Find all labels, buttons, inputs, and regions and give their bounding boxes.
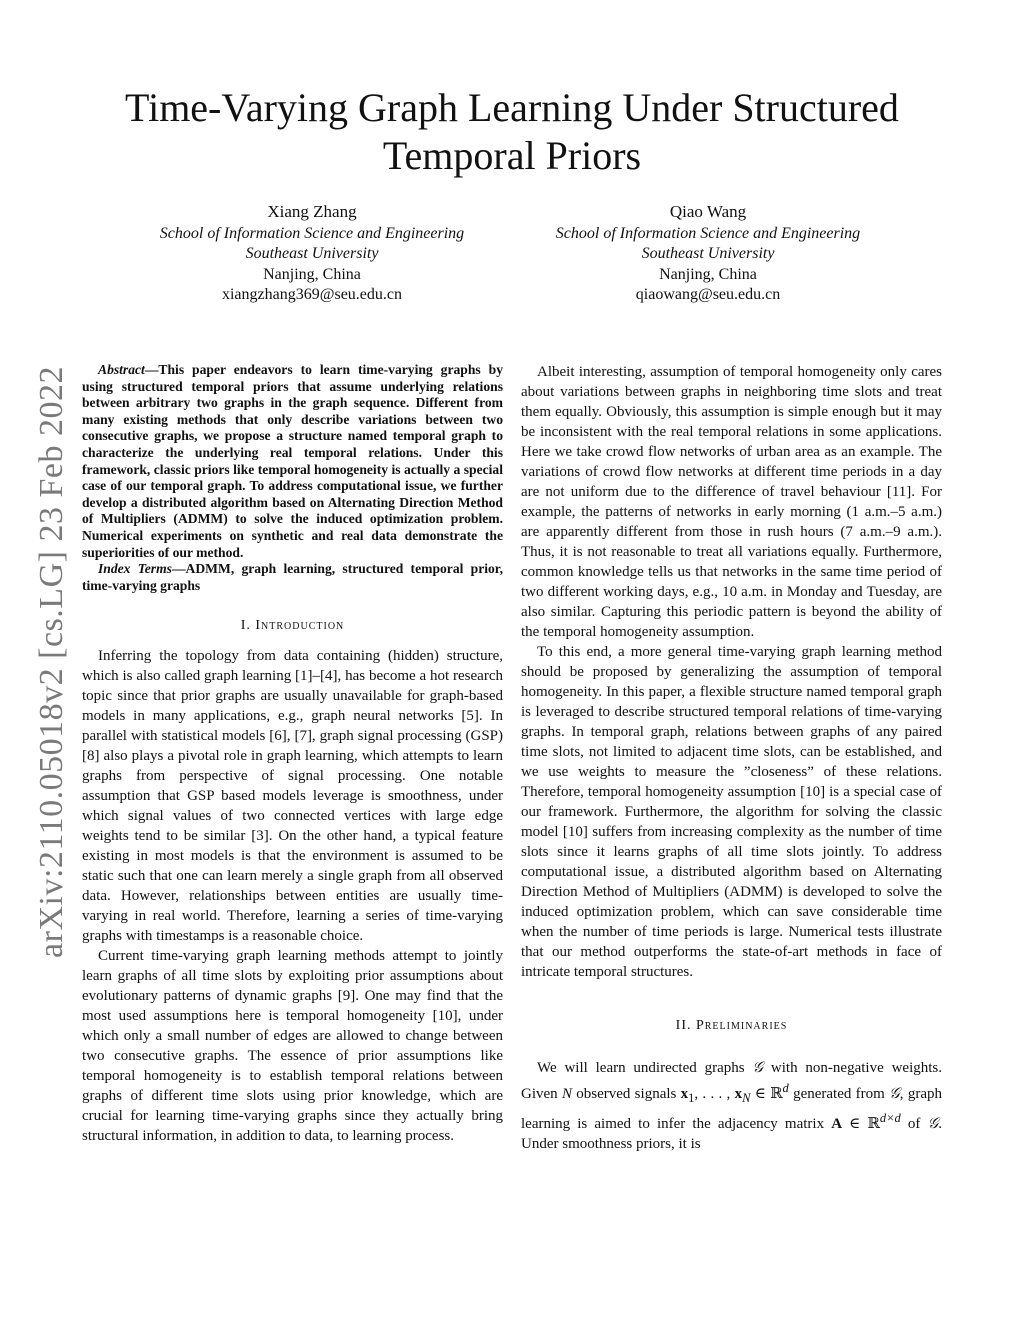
math-symbol: A [831, 1116, 843, 1132]
prelim-text: We will learn undirected graphs [537, 1060, 753, 1076]
prelim-text: of [900, 1116, 928, 1132]
left-column [82, 362, 503, 1146]
index-terms [82, 561, 503, 594]
author-location: Nanjing, China [659, 265, 757, 283]
author-location: Nanjing, China [263, 265, 361, 283]
prelim-paragraph-1 [521, 1058, 942, 1154]
intro-paragraph-4: To this end, a more general time-varying graph learning method should be proposed by generalizing the assumption of temporal homogeneity. In this paper, a flexible structure named temporal graph is leveraged to describe structured temporal relations of time-varying graphs. In temporal graph, relations between graphs of any paired time slots, not limited to adjacent time slots, can be established, and we use weights to measure the ”closeness” of these relations. Therefore, temporal homogeneity assumption [10] is a special case of our framework. Furthermore, the algorithm for solving the classic model [10] suffers from increasing complexity as the number of time slots since it learns graphs of all time slots jointly. To address computational issue, a distributed algorithm based on Alternating Direction Method of Multipliers (ADMM) is developed to solve the induced optimization problem, which can save considerable time when the number of time periods is large. Numerical tests illustrate that our method outperforms the state-of-art methods in face of intricate temporal structures. [521, 644, 942, 980]
prelim-text: observed signals [571, 1086, 681, 1102]
author-block-1 [112, 202, 512, 306]
math-symbol: 𝒢 [927, 1116, 939, 1132]
abstract-text: —This paper endeavors to learn time-varying graphs by using structured temporal priors that assume underlying relations between arbitrary two graphs in the graph sequence. Different from many existing methods that only describe variations between two consecutive graphs, we propose a structure named temporal graph to characterize the underlying real temporal relations. Under this framework, classic priors like temporal homogeneity is actually a special case of our temporal graph. To address computational issue, we further develop a distributed algorithm based on Alternating Direction Method of Multipliers (ADMM) to solve the induced optimization problem. Numerical experiments on synthetic and real data demonstrate the superiorities of our method. [82, 362, 503, 560]
intro-paragraph-3: Albeit interesting, assumption of temporal homogeneity only cares about variations between graphs in neighboring time slots and treat them equally. Obviously, this assumption is simple enough but it may be inconsistent with the real temporal relations in some applications. Here we take crowd flow networks of urban area as an example. The variations of crowd flow networks at different time periods in a day are not uniform due to the difference of travel behaviour [11]. For example, the patterns of networks in early morning (1 a.m.–5 a.m.) are apparently different from those in rush hours (7 a.m.–9 a.m.). Thus, it is not reasonable to treat all variations equally. Furthermore, common knowledge tells us that networks in the same time period of two different working days, e.g., 10 a.m. in Monday and Tuesday, are also similar. Capturing this periodic pattern is beyond the ability of the temporal homogeneity assumption. [521, 364, 942, 640]
prelim-text: , graph learning is aimed to infer the adjacency matrix [521, 1086, 942, 1132]
math-symbol: x [680, 1086, 689, 1102]
intro-paragraph-2: Current time-varying graph learning methods attempt to jointly learn graphs of all time slots by exploiting prior assumptions about evolutionary patterns of dynamic graphs [9]. One may find that the most used assumptions here is temporal homogeneity [10], under which only a small number of edges are allowed to change between two consecutive graphs. The essence of prior assumptions like temporal homogeneity is to establish temporal relations between graphs of different time slots using prior knowledge, which are crucial for learning time-varying graphs since they actually bring structural information, in addition to data, to learning process. [82, 948, 503, 1145]
author-email: xiangzhang369@seu.edu.cn [221, 286, 402, 303]
prelim-text: ∈ ℝ [750, 1086, 783, 1102]
prelim-text: with non-negative weights. Given [521, 1060, 942, 1102]
author-block-2 [508, 202, 908, 306]
math-symbol: 𝒢 [752, 1060, 764, 1076]
math-subscript: 1 [688, 1091, 695, 1105]
section-heading-preliminaries: II. Preliminaries [675, 1018, 788, 1033]
math-subscript: N [742, 1091, 751, 1105]
abstract-label: Abstract [98, 362, 145, 377]
math-symbol: 𝒢 [889, 1086, 900, 1102]
math-superscript: d×d [879, 1111, 901, 1125]
right-column [521, 362, 942, 1154]
author-email: qiaowang@seu.edu.cn [635, 286, 781, 303]
prelim-text: . Under smoothness priors, it is [521, 1116, 942, 1152]
prelim-text: , . . . , [694, 1086, 735, 1102]
author-name: Qiao Wang [669, 202, 747, 221]
author-affiliation: School of Information Science and Engineering [555, 224, 861, 242]
arxiv-stamp [28, 350, 76, 974]
author-university: Southeast University [641, 245, 775, 262]
math-symbol: N [561, 1086, 572, 1102]
index-terms-text: —ADMM, graph learning, structured temporal prior, time-varying graphs [82, 561, 503, 593]
abstract [82, 362, 503, 561]
intro-paragraph-1: Inferring the topology from data containing (hidden) structure, which is also called graph learning [1]–[4], has become a hot research topic since that prior graphs are usually unavailable for graph-based models in many applications, e.g., graph neural networks [5]. In parallel with statistical models [6], [7], graph signal processing (GSP) [8] also plays a pivotal role in graph learning, which attempts to learn graphs from perspective of signal processing. One notable assumption that GSP based models leverage is smoothness, under which signal values of two connected vertices with large edge weights tend to be similar [3]. On the other hand, a typical feature existing in most models is that the environment is assumed to be static such that one can learn merely a single graph from all observed data. However, relationships between entities are usually time-varying in real world. Therefore, learning a series of time-varying graphs with timestamps is a reasonable choice. [82, 648, 503, 945]
index-terms-label: Index Terms [98, 561, 172, 577]
arxiv-identifier: arXiv:2110.05018v2 [cs.LG] 23 Feb 2022 [33, 366, 71, 958]
math-symbol: x [734, 1086, 743, 1102]
author-name: Xiang Zhang [267, 202, 357, 221]
section-heading-introduction: I. Introduction [240, 618, 345, 634]
author-affiliation: School of Information Science and Engineering [159, 224, 465, 242]
paper-title: Time-Varying Graph Learning Under Structured Temporal Priors [125, 85, 899, 178]
prelim-text: ∈ ℝ [842, 1116, 880, 1132]
prelim-text: generated from [788, 1086, 890, 1102]
author-university: Southeast University [245, 245, 379, 262]
math-superscript: d [782, 1081, 789, 1095]
